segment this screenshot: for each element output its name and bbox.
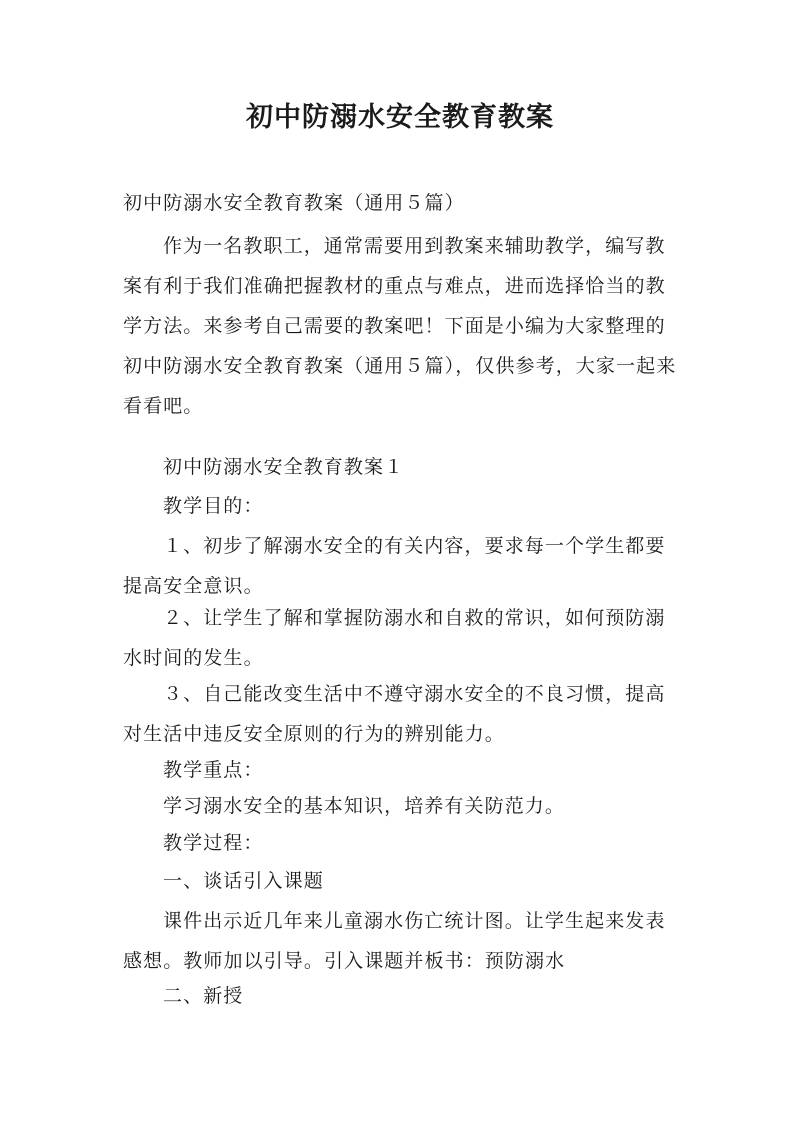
step-1-heading: 一、谈话引入课题 (163, 870, 324, 892)
document-subtitle: 初中防溺水安全教育教案（通用５篇） (123, 192, 465, 214)
section-heading: 初中防溺水安全教育教案１ (163, 456, 405, 478)
objectives-label: 教学目的： (163, 495, 264, 517)
document-title: 初中防溺水安全教育教案 (246, 102, 554, 133)
objective-item-3: ３、自己能改变生活中不遵守溺水安全的不良习惯，提高对生活中违反安全原则的行为的辨别能力。 (123, 683, 666, 745)
intro-paragraph: 作为一名教职工，通常需要用到教案来辅助教学，编写教案有利于我们准确把握教材的重点与难点，进而选择恰当的教学方法。来参考自己需要的教案吧！下面是小编为大家整理的初中防溺水安全教育教案（通用５篇），仅供参考，大家一起来看看吧。 (123, 235, 677, 417)
step-2-heading: 二、新授 (163, 985, 244, 1007)
process-label: 教学过程： (163, 832, 264, 854)
objective-item-2: ２、让学生了解和掌握防溺水和自救的常识，如何预防溺水时间的发生。 (123, 607, 666, 669)
focus-label: 教学重点： (163, 759, 264, 781)
objective-item-1: １、初步了解溺水安全的有关内容，要求每一个学生都要提高安全意识。 (123, 535, 666, 597)
step-1-text: 课件出示近几年来儿童溺水伤亡统计图。让学生起来发表感想。教师加以引导。引入课题并板书：预防溺水 (123, 910, 666, 972)
focus-text: 学习溺水安全的基本知识，培养有关防范力。 (163, 795, 566, 817)
